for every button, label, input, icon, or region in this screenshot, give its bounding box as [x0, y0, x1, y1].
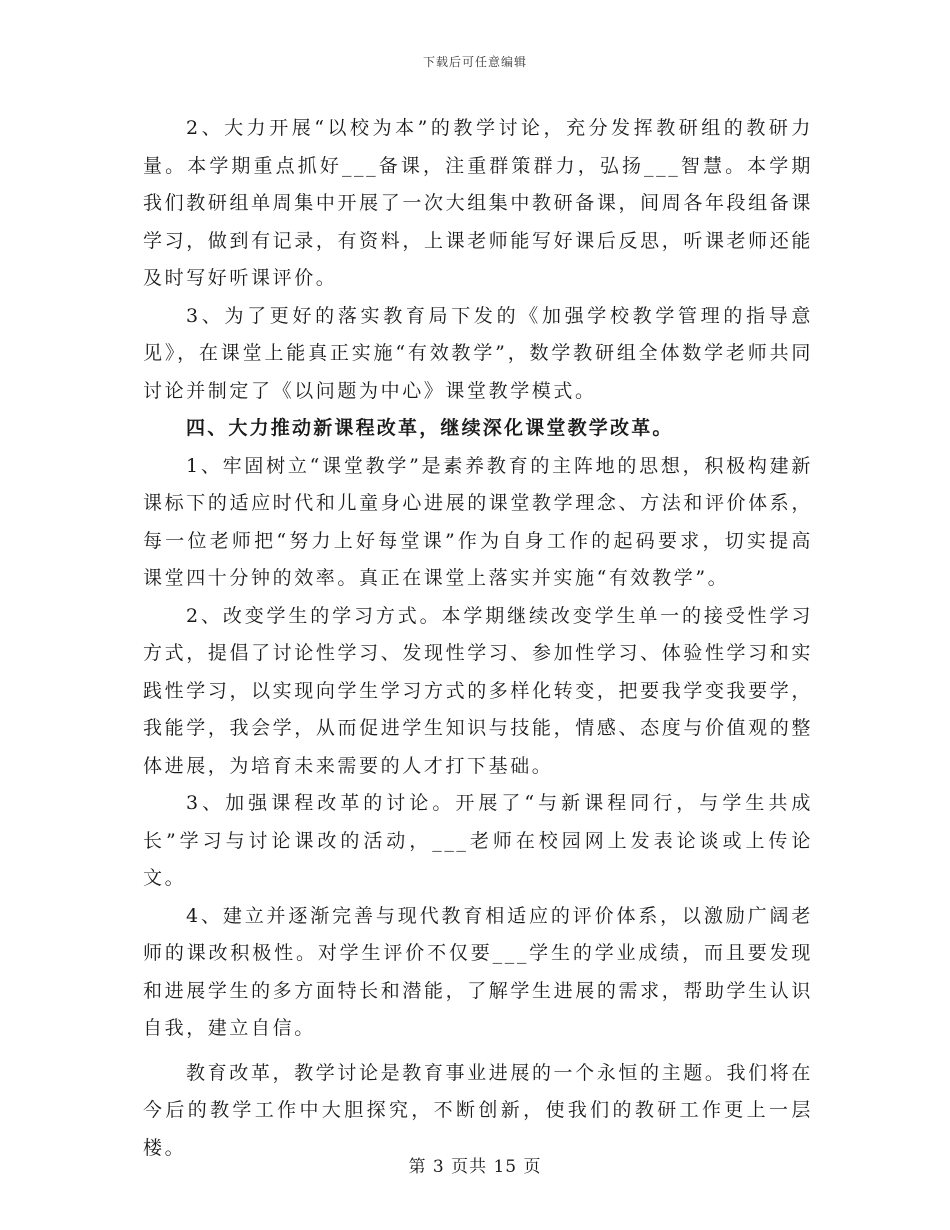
paragraph-item-4-4: 4、建立并逐渐完善与现代教育相适应的评价体系，以激励广阔老师的课改积极性。对学生评价不仅要___学生的学业成绩，而且要发现和进展学生的多方面特长和潜能，了解学生进展的需求，帮助学生认识自我，建立自信。 — [143, 904, 813, 1039]
paragraph-item-4-1: 1、牢固树立“课堂教学”是素养教育的主阵地的思想，积极构建新课标下的适应时代和儿童身心进展的课堂教学理念、方法和评价体系，每一位老师把“努力上好每堂课”作为自身工作的起码要求，切实提高课堂四十分钟的效率。真正在课堂上落实并实施“有效教学”。 — [143, 454, 813, 589]
page-number: 第 3 页共 15 页 — [408, 1157, 542, 1177]
page-header: 下载后可任意编辑 — [422, 55, 527, 69]
section-heading-4: 四、大力推动新课程改革，继续深化课堂教学改革。 — [186, 417, 674, 439]
paragraph-item-4-2: 2、改变学生的学习方式。本学期继续改变学生单一的接受性学习方式，提倡了讨论性学习、发现性学习、参加性学习、体验性学习和实践性学习，以实现向学生学习方式的多样化转变，把要我学变我要学，我能学，我会学，从而促进学生知识与技能，情感、态度与价值观的整体进展，为培育未来需要的人才打下基础。 — [143, 604, 813, 777]
document-body — [143, 110, 813, 1167]
paragraph-item-3: 3、为了更好的落实教育局下发的《加强学校教学管理的指导意见》，在课堂上能真正实施“有效教学”，数学教研组全体数学老师共同讨论并制定了《以问题为中心》课堂教学模式。 — [143, 304, 813, 402]
paragraph-item-4-3: 3、加强课程改革的讨论。开展了“与新课程同行，与学生共成长”学习与讨论课改的活动，___老师在校园网上发表论谈或上传论文。 — [143, 792, 813, 889]
paragraph-item-2: 2、大力开展“以校为本”的教学讨论，充分发挥教研组的教研力量。本学期重点抓好___备课，注重群策群力，弘扬___智慧。本学期我们教研组单周集中开展了一次大组集中教研备课，间周各年段组备课学习，做到有记录，有资料，上课老师能写好课后反思，听课老师还能及时写好听课评价。 — [143, 117, 813, 289]
closing-paragraph: 教育改革，教学讨论是教育事业进展的一个永恒的主题。我们将在今后的教学工作中大胆探究，不断创新，使我们的教研工作更上一层楼。 — [143, 1061, 813, 1159]
